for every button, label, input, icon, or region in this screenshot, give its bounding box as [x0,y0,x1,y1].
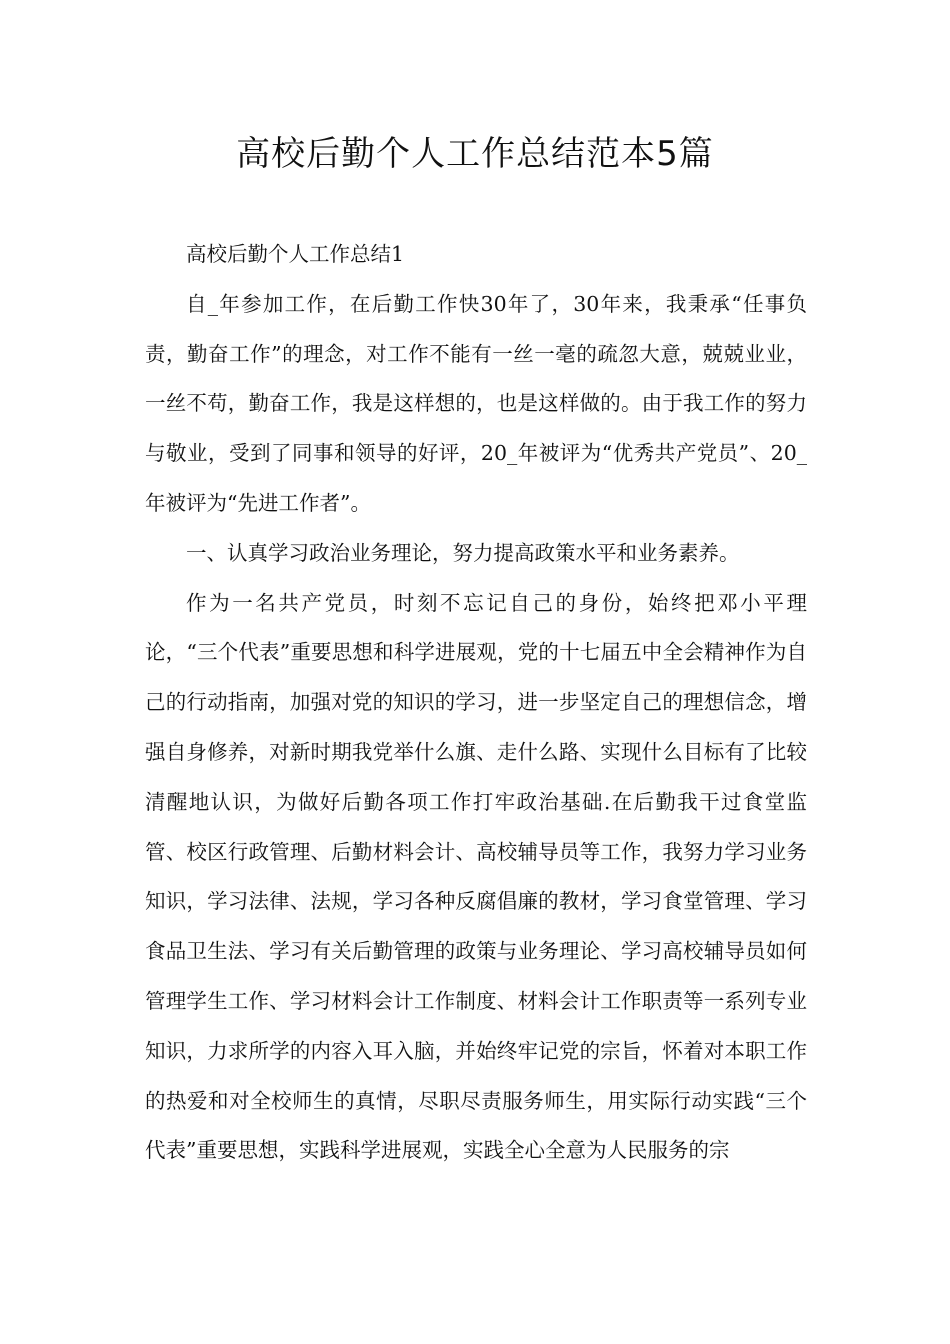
body-paragraph: 自_年参加工作，在后勤工作快30年了，30年来，我秉承“任事负责，勤奋工作”的理念，对工作不能有一丝一毫的疏忽大意，兢兢业业，一丝不苟，勤奋工作，我是这样想的，也是这样做的。由于我工作的努力与敬业，受到了同事和领导的好评，20_年被评为“优秀共产党员”、20_年被评为“先进工作者”。 [145,291,807,515]
document-title: 高校后勤个人工作总结范本5篇 [236,134,714,174]
subsection-heading: 一、认真学习政治业务理论，努力提高政策水平和业务素养。 [186,540,740,565]
body-paragraph: 作为一名共产党员，时刻不忘记自己的身份，始终把邓小平理论，“三个代表”重要思想和科学进展观，党的十七届五中全会精神作为自己的行动指南，加强对党的知识的学习，进一步坚定自己的理想信念，增强自身修养，对新时期我党举什么旗、走什么路、实现什么目标有了比较清醒地认识，为做好后勤各项工作打牢政治基础.在后勤我干过食堂监管、校区行政管理、后勤材料会计、高校辅导员等工作，我努力学习业务知识，学习法律、法规，学习各种反腐倡廉的教材，学习食堂管理、学习食品卫生法、学习有关后勤管理的政策与业务理论、学习高校辅导员如何管理学生工作、学习材料会计工作制度、材料会计工作职责等一系列专业知识，力求所学的内容入耳入脑，并始终牢记党的宗旨，怀着对本职工作的热爱和对全校师生的真情，尽职尽责服务师生，用实际行动实践“三个代表”重要思想，实践科学进展观，实践全心全意为人民服务的宗 [145,590,807,1163]
section-heading: 高校后勤个人工作总结1 [186,242,405,266]
document-body [145,230,807,1176]
